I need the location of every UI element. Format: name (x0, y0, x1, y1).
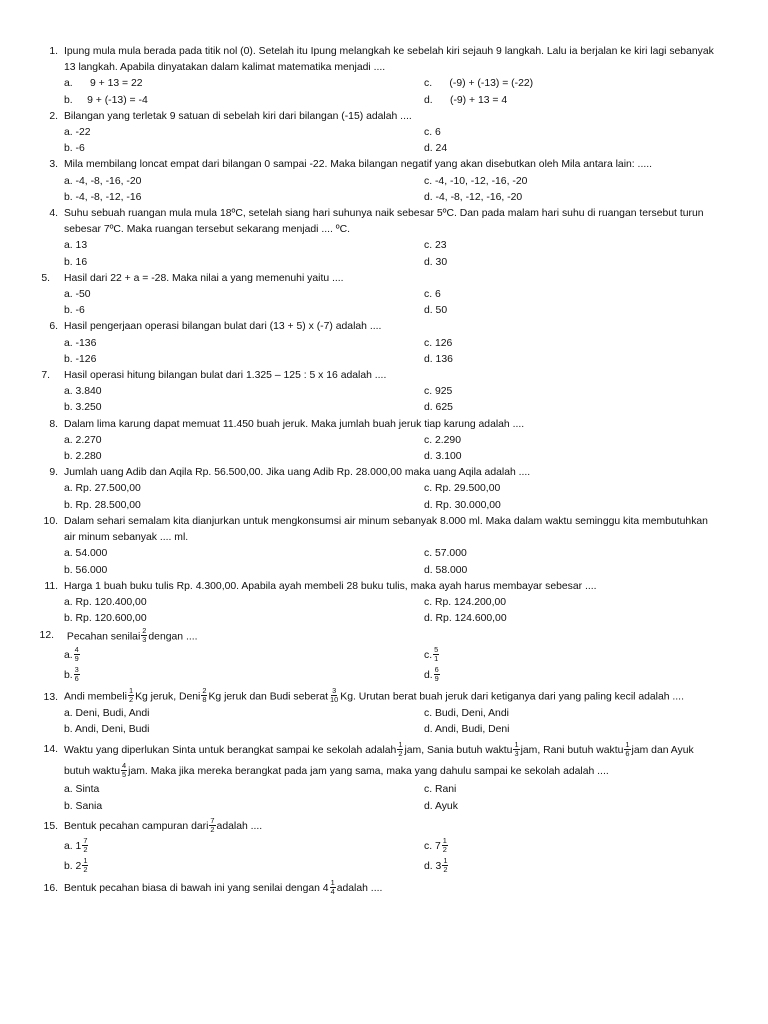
question-stem: Andi membeli $\frac{1}{2}$ Kg jeruk, Deni $\frac{2}{8}$ Kg jeruk dan Budi seberat $\frac{3}{10}$ Kg. Urutan berat buah jeruk dari ketiganya dari yang paling kecil adalah .... (64, 685, 684, 704)
question-13 (0, 685, 768, 739)
option-a: a. $\frac{4}{9}$ (64, 644, 79, 663)
question-4 (0, 206, 768, 271)
option-d: d. 50 (424, 305, 448, 317)
option-a: a. -4, -8, -16, -20 (64, 175, 142, 187)
question-stem: Dalam lima karung dapat memuat 11.450 buah jeruk. Maka jumlah buah jeruk tiap karung adalah .... (64, 418, 525, 430)
question-number: 1. (49, 46, 58, 57)
fraction: $\frac{2}{3}$ (142, 626, 147, 645)
question-number: 15. (43, 820, 58, 832)
question-14 (0, 740, 768, 814)
options (64, 174, 718, 206)
options (64, 384, 718, 416)
fraction: $\frac{1}{2}$ (128, 685, 134, 704)
options (64, 837, 718, 877)
options (64, 481, 718, 513)
option-c: c. -4, -10, -12, -16, -20 (424, 175, 528, 187)
options (64, 706, 718, 738)
option-d: d. Rp. 30.000,00 (424, 499, 501, 511)
option-a: a. Rp. 120.400,00 (64, 596, 147, 608)
option-c: c. 2.290 (424, 434, 461, 446)
question-stem: Harga 1 buah buku tulis Rp. 4.300,00. Apabila ayah membeli 28 buku tulis, maka ayah harus membayar sebesar .... (64, 580, 597, 592)
question-7 (0, 368, 768, 417)
option-c: c. 126 (424, 337, 453, 349)
option-a: a. 1 $\frac{7}{2}$ (64, 835, 88, 854)
question-stem: Hasil pengerjaan operasi bilangan bulat dari (13 + 5) x (-7) adalah .... (64, 321, 382, 333)
option-b: b. $\frac{3}{6}$ (64, 664, 79, 683)
option-b: b. Andi, Deni, Budi (64, 724, 150, 736)
question-stem: Hasil dari 22 + a = -28. Maka nilai a yang memenuhi yaitu .... (64, 272, 344, 284)
worksheet (0, 44, 768, 899)
question-5 (0, 271, 768, 320)
question-stem: Bentuk pecahan biasa di bawah ini yang senilai dengan 4 $\frac{1}{4}$ adalah .... (64, 877, 383, 896)
question-number: 9. (49, 467, 58, 479)
option-d: d. Ayuk (424, 800, 458, 812)
option-c: c. 7 $\frac{1}{2}$ (424, 835, 447, 854)
options (64, 238, 718, 270)
options (64, 595, 718, 627)
option-b: b. 16 (64, 256, 88, 268)
option-d: d. 24 (424, 143, 448, 155)
option-a: a. -136 (64, 337, 97, 349)
question-10 (0, 514, 768, 579)
option-b: b. 2 $\frac{1}{2}$ (64, 855, 88, 874)
option-c: c. (-9) + (-13) = (-22) (424, 78, 534, 90)
option-c: c. Rani (424, 784, 457, 796)
option-b: b. Rp. 120.600,00 (64, 613, 147, 625)
option-b: b. -6 (64, 305, 85, 317)
option-b: b. Sania (64, 800, 103, 812)
option-b: b. Rp. 28.500,00 (64, 499, 141, 511)
option-a: a. 54.000 (64, 548, 108, 560)
question-stem: Hasil operasi hitung bilangan bulat dari 1.325 – 125 : 5 x 16 adalah .... (64, 370, 387, 382)
option-a: a. 3.840 (64, 386, 102, 398)
question-stem: Waktu yang diperlukan Sinta untuk berangkat sampai ke sekolah adalah $\frac{1}{2}$ jam, Sania butuh waktu $\frac{1}{3}$ jam, Rani butuh waktu $\frac{1}{6}$ jam dan Ayuk butuh waktu $\frac{4}{5}$ jam. Maka jika mereka berangkat pada jam yang sama, maka yang dahulu sampai ke sekolah adalah .... (64, 740, 694, 780)
option-b: b. 2.280 (64, 451, 102, 463)
question-number: 10. (43, 515, 58, 527)
options (64, 336, 718, 368)
option-c: c. 925 (424, 386, 453, 398)
option-b: b. 56.000 (64, 564, 108, 576)
question-stem: Bilangan yang terletak 9 satuan di sebelah kiri dari bilangan (-15) adalah .... (64, 110, 412, 122)
question-12 (0, 628, 768, 685)
fraction: $\frac{1}{6}$ (625, 740, 630, 759)
options (64, 433, 718, 465)
option-d: d. 3 $\frac{1}{2}$ (424, 855, 448, 874)
option-b: b. -4, -8, -12, -16 (64, 191, 142, 203)
option-a: a. Deni, Budi, Andi (64, 708, 150, 720)
question-number: 3. (49, 159, 58, 171)
options (64, 646, 718, 686)
question-stem: Dalam sehari semalam kita dianjurkan untuk mengkonsumsi air minum sebanyak 8.000 ml. Maka dalam waktu seminggu kita membutuhkan air minum sebanyak .... ml. (64, 515, 708, 544)
option-d: d. $\frac{6}{9}$ (424, 664, 439, 683)
fraction: $\frac{4}{5}$ (122, 761, 127, 780)
question-number: 13. (43, 691, 58, 703)
question-number: 2. (49, 110, 58, 122)
question-stem: Bentuk pecahan campuran dari $\frac{7}{2}$ adalah .... (64, 815, 263, 834)
fraction: $\frac{1}{3}$ (514, 740, 519, 759)
question-number: 14. (43, 744, 58, 756)
fraction: $\frac{1}{2}$ (398, 740, 403, 759)
option-a: a. 2.270 (64, 434, 102, 446)
option-c: c. Budi, Deni, Andi (424, 708, 509, 720)
option-c: c. Rp. 29.500,00 (424, 483, 501, 495)
stem-text: dengan .... (148, 631, 198, 643)
option-d: d. Rp. 124.600,00 (424, 613, 507, 625)
option-c: c. 57.000 (424, 548, 467, 560)
question-2 (0, 109, 768, 158)
option-c: c. 6 (424, 127, 441, 139)
option-d: d. (-9) + 13 = 4 (424, 94, 508, 106)
question-number: 12. (39, 630, 54, 642)
option-a: a. 9 + 13 = 22 (64, 78, 143, 90)
question-1 (0, 44, 768, 109)
question-stem: Ipung mula mula berada pada titik nol (0). Setelah itu Ipung melangkah ke sebelah kiri sejauh 9 langkah. Lalu ia berjalan ke kiri lagi sebanyak 13 langkah. Apabila dinyatakan dalam kalimat matematika menjadi .... (64, 46, 714, 74)
option-d: d. 3.100 (424, 451, 462, 463)
option-d: d. 136 (424, 353, 453, 365)
options (64, 546, 718, 578)
option-d: d. Andi, Budi, Deni (424, 724, 510, 736)
fraction: $\frac{3}{10}$ (330, 685, 339, 704)
question-number: 11. (44, 580, 58, 592)
option-c: c. 23 (424, 240, 447, 252)
option-a: a. -22 (64, 127, 91, 139)
question-stem: Mila membilang loncat empat dari bilangan 0 sampai -22. Maka bilangan negatif yang akan disebutkan oleh Mila antara lain: ..... (64, 159, 652, 171)
question-stem: Suhu sebuah ruangan mula mula 18ºC, setelah siang hari suhunya naik sebesar 5ºC. Dan pada malam hari suhu di ruangan tersebut turun sebesar 7ºC. Maka ruangan tersebut sekarang menjadi .... ºC. (64, 208, 704, 236)
question-stem: Jumlah uang Adib dan Aqila Rp. 56.500,00. Jika uang Adib Rp. 28.000,00 maka uang Aqila adalah .... (64, 467, 531, 479)
option-b: b. 3.250 (64, 402, 102, 414)
question-number: 8. (49, 418, 58, 430)
option-a: a. Sinta (64, 784, 100, 796)
stem-text: Pecahan senilai (64, 631, 141, 643)
option-b: b. -6 (64, 143, 85, 155)
fraction: $\frac{2}{8}$ (202, 685, 207, 704)
fraction: $\frac{1}{4}$ (330, 877, 335, 896)
question-9 (0, 465, 768, 514)
option-d: d. 625 (424, 402, 453, 414)
question-number: 6. (49, 321, 58, 333)
options (64, 125, 718, 157)
question-number: 5. (41, 272, 50, 284)
question-number: 16. (43, 882, 58, 894)
question-11 (0, 579, 768, 628)
option-c: c. 6 (424, 289, 441, 301)
option-c: c. $\frac{5}{1}$ (424, 644, 439, 663)
option-c: c. Rp. 124.200,00 (424, 596, 507, 608)
option-b: b. 9 + (-13) = -4 (64, 94, 148, 106)
question-stem (64, 628, 718, 645)
option-a: a. Rp. 27.500,00 (64, 483, 141, 495)
options (64, 76, 718, 108)
question-15 (0, 817, 768, 877)
option-d: d. 30 (424, 256, 448, 268)
question-16 (0, 879, 768, 899)
question-8 (0, 417, 768, 466)
question-3 (0, 157, 768, 206)
option-b: b. -126 (64, 353, 97, 365)
option-d: d. 58.000 (424, 564, 468, 576)
options (64, 782, 718, 814)
question-number: 4. (49, 208, 58, 220)
question-6 (0, 319, 768, 368)
question-number: 7. (41, 370, 50, 382)
option-d: d. -4, -8, -12, -16, -20 (424, 191, 523, 203)
options (64, 287, 718, 319)
option-a: a. -50 (64, 289, 91, 301)
option-a: a. 13 (64, 240, 88, 252)
fraction: $\frac{7}{2}$ (210, 815, 215, 834)
